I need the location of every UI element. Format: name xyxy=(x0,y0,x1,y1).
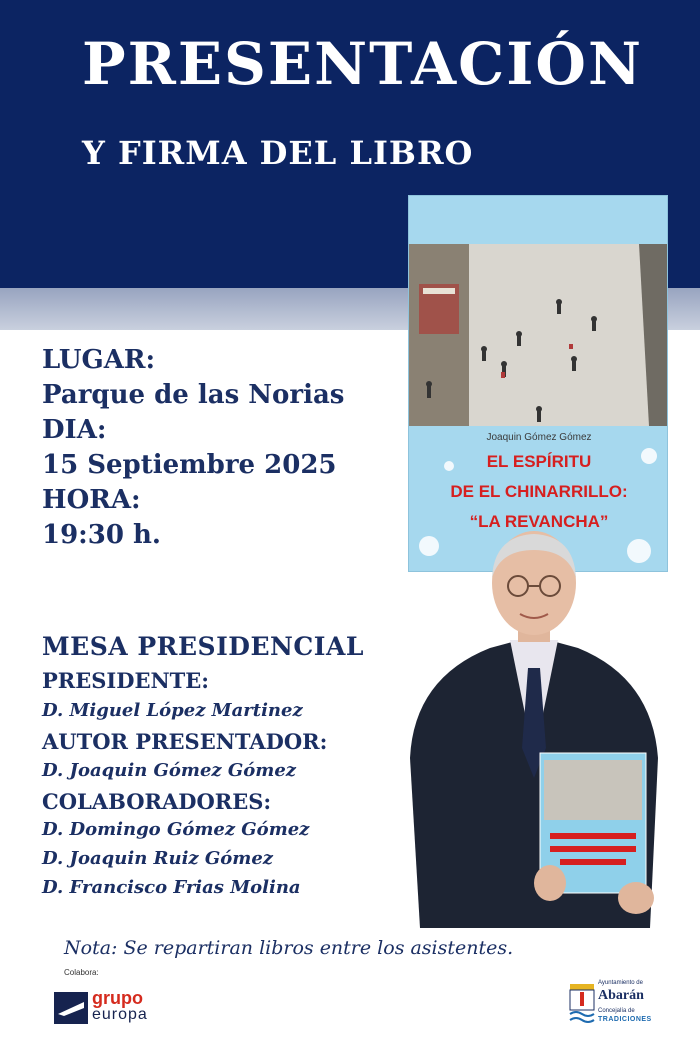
cover-title-line1: EL ESPÍRITU xyxy=(486,452,592,471)
abaran-name: Abarán xyxy=(598,988,644,1003)
footer-note: Nota: Se repartiran libros entre los asistentes. xyxy=(64,937,514,959)
author-photo xyxy=(400,528,668,928)
event-info xyxy=(42,343,344,553)
dia-value: 15 Septiembre 2025 xyxy=(42,450,337,480)
hora-label: HORA: xyxy=(42,485,141,515)
colabora-label: Colabora: xyxy=(64,968,99,977)
ayuntamiento-label: Ayuntamiento de xyxy=(598,980,643,986)
cover-title-line3: “LA REVANCHA” xyxy=(469,512,609,531)
poster-title: PRESENTACIÓN xyxy=(82,30,643,98)
colaboradores-label: COLABORADORES: xyxy=(42,789,272,814)
grupo-europa-word1: grupo xyxy=(92,988,143,1008)
dia-label: DIA: xyxy=(42,415,107,445)
autor-name: D. Joaquin Gómez Gómez xyxy=(42,760,297,781)
cover-author: Joaquin Gómez Gómez xyxy=(486,432,592,443)
book-cover xyxy=(408,195,668,572)
concejalia-label: Concejalía de xyxy=(598,1008,635,1014)
abaran-logo xyxy=(568,978,658,1028)
cover-title-line2: DE EL CHINARRILLO: xyxy=(450,482,628,501)
autor-label: AUTOR PRESENTADOR: xyxy=(42,729,328,754)
lugar-value: Parque de las Norias xyxy=(42,380,345,410)
lugar-label: LUGAR: xyxy=(42,345,156,375)
grupo-europa-logo xyxy=(54,990,174,1026)
abaran-crest-icon xyxy=(568,980,596,1026)
colaborador-1: D. Domingo Gómez Gómez xyxy=(42,819,310,840)
presidente-name: D. Miguel López Martinez xyxy=(42,700,303,721)
cover-photo xyxy=(409,244,668,426)
hora-value: 19:30 h. xyxy=(42,520,161,550)
tradiciones-label: TRADICIONES xyxy=(598,1016,652,1023)
grupo-europa-mark-icon xyxy=(54,992,88,1024)
poster-subtitle: Y FIRMA DEL LIBRO xyxy=(82,134,474,172)
colaborador-3: D. Francisco Frias Molina xyxy=(42,877,301,898)
mesa-title: MESA PRESIDENCIAL xyxy=(42,632,364,661)
grupo-europa-word2: europa xyxy=(92,1006,148,1023)
colaborador-2: D. Joaquin Ruiz Gómez xyxy=(42,848,274,869)
presidente-label: PRESIDENTE: xyxy=(42,668,210,693)
